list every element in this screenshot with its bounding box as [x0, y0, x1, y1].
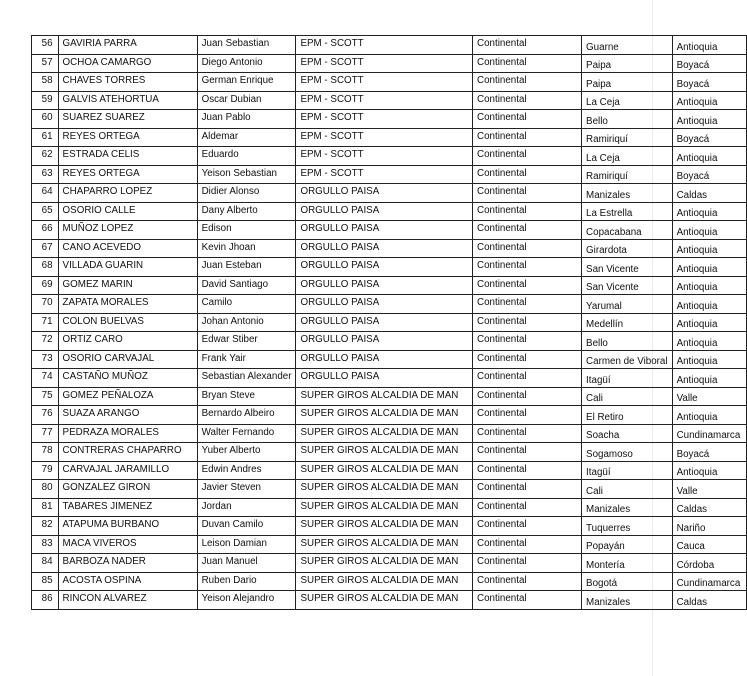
city-cell: Carmen de Viboral: [582, 350, 673, 369]
rider-number-cell: 62: [32, 147, 59, 166]
category-cell: Continental: [473, 295, 582, 314]
department-cell: Antioquia: [672, 350, 746, 369]
city-cell: Manizales: [582, 498, 673, 517]
category-cell: Continental: [473, 332, 582, 351]
table-row: [32, 110, 747, 129]
rider-name-cell: Yeison Sebastian: [197, 165, 296, 184]
team-name-cell: EPM - SCOTT: [296, 147, 473, 166]
rider-number-cell: 78: [32, 443, 59, 462]
team-name-cell: ORGULLO PAISA: [296, 313, 473, 332]
department-cell: Antioquia: [672, 276, 746, 295]
category-cell: Continental: [473, 313, 582, 332]
rider-number-cell: 66: [32, 221, 59, 240]
team-name-cell: SUPER GIROS ALCALDIA DE MAN: [296, 406, 473, 425]
rider-number-cell: 57: [32, 54, 59, 73]
table-row: [32, 517, 747, 536]
team-name-cell: SUPER GIROS ALCALDIA DE MAN: [296, 461, 473, 480]
rider-number-cell: 58: [32, 73, 59, 92]
table-row: [32, 91, 747, 110]
city-cell: La Estrella: [582, 202, 673, 221]
team-name-cell: SUPER GIROS ALCALDIA DE MAN: [296, 424, 473, 443]
team-name-cell: SUPER GIROS ALCALDIA DE MAN: [296, 443, 473, 462]
rider-number-cell: 65: [32, 202, 59, 221]
rider-surname-cell: TABARES JIMENEZ: [58, 498, 197, 517]
table-row: [32, 332, 747, 351]
department-cell: Antioquia: [672, 369, 746, 388]
table-row: [32, 36, 747, 55]
rider-number-cell: 76: [32, 406, 59, 425]
team-name-cell: ORGULLO PAISA: [296, 369, 473, 388]
department-cell: Caldas: [672, 591, 746, 610]
city-cell: Tuquerres: [582, 517, 673, 536]
rider-name-cell: Juan Pablo: [197, 110, 296, 129]
rider-surname-cell: VILLADA GUARIN: [58, 258, 197, 277]
city-cell: Sogamoso: [582, 443, 673, 462]
table-row: [32, 73, 747, 92]
rider-surname-cell: GOMEZ MARIN: [58, 276, 197, 295]
department-cell: Antioquia: [672, 110, 746, 129]
city-cell: Girardota: [582, 239, 673, 258]
table-row: [32, 535, 747, 554]
table-row: [32, 572, 747, 591]
table-row: [32, 295, 747, 314]
rider-number-cell: 81: [32, 498, 59, 517]
rider-number-cell: 69: [32, 276, 59, 295]
rider-name-cell: Jordan: [197, 498, 296, 517]
rider-number-cell: 84: [32, 554, 59, 573]
department-cell: Antioquia: [672, 332, 746, 351]
city-cell: Paipa: [582, 54, 673, 73]
city-cell: Popayán: [582, 535, 673, 554]
rider-name-cell: Bernardo Albeiro: [197, 406, 296, 425]
department-cell: Antioquia: [672, 313, 746, 332]
category-cell: Continental: [473, 387, 582, 406]
team-name-cell: SUPER GIROS ALCALDIA DE MAN: [296, 591, 473, 610]
table-row: [32, 498, 747, 517]
table-row: [32, 54, 747, 73]
department-cell: Boyacá: [672, 165, 746, 184]
team-name-cell: EPM - SCOTT: [296, 165, 473, 184]
rider-name-cell: Yeison Alejandro: [197, 591, 296, 610]
rider-surname-cell: CONTRERAS CHAPARRO: [58, 443, 197, 462]
rider-name-cell: Duvan Camilo: [197, 517, 296, 536]
department-cell: Antioquia: [672, 461, 746, 480]
table-row: [32, 591, 747, 610]
department-cell: Antioquia: [672, 295, 746, 314]
rider-surname-cell: GOMEZ PEÑALOZA: [58, 387, 197, 406]
department-cell: Antioquia: [672, 258, 746, 277]
team-name-cell: SUPER GIROS ALCALDIA DE MAN: [296, 572, 473, 591]
rider-surname-cell: OCHOA CAMARGO: [58, 54, 197, 73]
team-name-cell: EPM - SCOTT: [296, 110, 473, 129]
department-cell: Antioquia: [672, 221, 746, 240]
rider-name-cell: Didier Alonso: [197, 184, 296, 203]
category-cell: Continental: [473, 36, 582, 55]
table-row: [32, 128, 747, 147]
category-cell: Continental: [473, 73, 582, 92]
category-cell: Continental: [473, 128, 582, 147]
city-cell: Soacha: [582, 424, 673, 443]
department-cell: Boyacá: [672, 443, 746, 462]
city-cell: Ramiriquí: [582, 165, 673, 184]
table-row: [32, 276, 747, 295]
rider-name-cell: Leison Damian: [197, 535, 296, 554]
city-cell: Medellín: [582, 313, 673, 332]
department-cell: Caldas: [672, 498, 746, 517]
category-cell: Continental: [473, 221, 582, 240]
rider-number-cell: 82: [32, 517, 59, 536]
table-row: [32, 184, 747, 203]
rider-name-cell: Oscar Dubian: [197, 91, 296, 110]
rider-surname-cell: GALVIS ATEHORTUA: [58, 91, 197, 110]
category-cell: Continental: [473, 498, 582, 517]
table-row: [32, 147, 747, 166]
rider-number-cell: 70: [32, 295, 59, 314]
rider-name-cell: Eduardo: [197, 147, 296, 166]
rider-surname-cell: SUAZA ARANGO: [58, 406, 197, 425]
table-row: [32, 369, 747, 388]
rider-number-cell: 59: [32, 91, 59, 110]
category-cell: Continental: [473, 91, 582, 110]
city-cell: Yarumal: [582, 295, 673, 314]
category-cell: Continental: [473, 202, 582, 221]
rider-number-cell: 73: [32, 350, 59, 369]
table-row: [32, 350, 747, 369]
rider-number-cell: 64: [32, 184, 59, 203]
rider-surname-cell: GAVIRIA PARRA: [58, 36, 197, 55]
rider-number-cell: 61: [32, 128, 59, 147]
rider-surname-cell: PEDRAZA MORALES: [58, 424, 197, 443]
city-cell: El Retiro: [582, 406, 673, 425]
rider-surname-cell: CANO ACEVEDO: [58, 239, 197, 258]
rider-name-cell: Javier Steven: [197, 480, 296, 499]
department-cell: Valle: [672, 387, 746, 406]
team-name-cell: ORGULLO PAISA: [296, 276, 473, 295]
category-cell: Continental: [473, 350, 582, 369]
team-name-cell: EPM - SCOTT: [296, 36, 473, 55]
category-cell: Continental: [473, 443, 582, 462]
rider-name-cell: Edison: [197, 221, 296, 240]
rider-name-cell: Sebastian Alexander: [197, 369, 296, 388]
team-name-cell: SUPER GIROS ALCALDIA DE MAN: [296, 480, 473, 499]
table-row: [32, 258, 747, 277]
category-cell: Continental: [473, 184, 582, 203]
rider-name-cell: Dany Alberto: [197, 202, 296, 221]
rider-number-cell: 86: [32, 591, 59, 610]
category-cell: Continental: [473, 480, 582, 499]
category-cell: Continental: [473, 165, 582, 184]
category-cell: Continental: [473, 554, 582, 573]
rider-number-cell: 85: [32, 572, 59, 591]
rider-surname-cell: CHAVES TORRES: [58, 73, 197, 92]
rider-surname-cell: REYES ORTEGA: [58, 165, 197, 184]
rider-number-cell: 74: [32, 369, 59, 388]
category-cell: Continental: [473, 461, 582, 480]
table-row: [32, 202, 747, 221]
team-name-cell: ORGULLO PAISA: [296, 184, 473, 203]
rider-surname-cell: ATAPUMA BURBANO: [58, 517, 197, 536]
rider-name-cell: Johan Antonio: [197, 313, 296, 332]
department-cell: Valle: [672, 480, 746, 499]
department-cell: Cauca: [672, 535, 746, 554]
rider-surname-cell: BARBOZA NADER: [58, 554, 197, 573]
rider-name-cell: Camilo: [197, 295, 296, 314]
department-cell: Antioquia: [672, 406, 746, 425]
table-row: [32, 313, 747, 332]
department-cell: Boyacá: [672, 128, 746, 147]
rider-surname-cell: CHAPARRO LOPEZ: [58, 184, 197, 203]
team-name-cell: EPM - SCOTT: [296, 54, 473, 73]
team-name-cell: SUPER GIROS ALCALDIA DE MAN: [296, 387, 473, 406]
rider-surname-cell: CASTAÑO MUÑOZ: [58, 369, 197, 388]
rider-surname-cell: ZAPATA MORALES: [58, 295, 197, 314]
category-cell: Continental: [473, 276, 582, 295]
rider-surname-cell: MACA VIVEROS: [58, 535, 197, 554]
rider-surname-cell: REYES ORTEGA: [58, 128, 197, 147]
team-name-cell: ORGULLO PAISA: [296, 295, 473, 314]
city-cell: Bello: [582, 332, 673, 351]
category-cell: Continental: [473, 239, 582, 258]
city-cell: Montería: [582, 554, 673, 573]
city-cell: Itagüí: [582, 369, 673, 388]
city-cell: Bogotá: [582, 572, 673, 591]
category-cell: Continental: [473, 369, 582, 388]
category-cell: Continental: [473, 406, 582, 425]
department-cell: Antioquia: [672, 239, 746, 258]
department-cell: Antioquia: [672, 202, 746, 221]
rider-name-cell: Juan Esteban: [197, 258, 296, 277]
rider-number-cell: 67: [32, 239, 59, 258]
table-row: [32, 239, 747, 258]
department-cell: Boyacá: [672, 54, 746, 73]
rider-number-cell: 56: [32, 36, 59, 55]
department-cell: Córdoba: [672, 554, 746, 573]
team-name-cell: ORGULLO PAISA: [296, 332, 473, 351]
rider-number-cell: 77: [32, 424, 59, 443]
category-cell: Continental: [473, 572, 582, 591]
department-cell: Boyacá: [672, 73, 746, 92]
department-cell: Cundinamarca: [672, 424, 746, 443]
category-cell: Continental: [473, 110, 582, 129]
team-name-cell: SUPER GIROS ALCALDIA DE MAN: [296, 498, 473, 517]
rider-surname-cell: OSORIO CARVAJAL: [58, 350, 197, 369]
city-cell: La Ceja: [582, 147, 673, 166]
team-name-cell: SUPER GIROS ALCALDIA DE MAN: [296, 554, 473, 573]
team-name-cell: SUPER GIROS ALCALDIA DE MAN: [296, 535, 473, 554]
table-row: [32, 221, 747, 240]
category-cell: Continental: [473, 54, 582, 73]
rider-surname-cell: CARVAJAL JARAMILLO: [58, 461, 197, 480]
rider-surname-cell: GONZALEZ GIRON: [58, 480, 197, 499]
city-cell: Copacabana: [582, 221, 673, 240]
table-row: [32, 165, 747, 184]
rider-number-cell: 75: [32, 387, 59, 406]
city-cell: Cali: [582, 480, 673, 499]
category-cell: Continental: [473, 258, 582, 277]
rider-name-cell: Yuber Alberto: [197, 443, 296, 462]
riders-table-body: [32, 36, 747, 610]
rider-number-cell: 80: [32, 480, 59, 499]
team-name-cell: ORGULLO PAISA: [296, 258, 473, 277]
rider-name-cell: Edwin Andres: [197, 461, 296, 480]
category-cell: Continental: [473, 424, 582, 443]
city-cell: Bello: [582, 110, 673, 129]
department-cell: Cundinamarca: [672, 572, 746, 591]
city-cell: Paipa: [582, 73, 673, 92]
rider-surname-cell: OSORIO CALLE: [58, 202, 197, 221]
rider-surname-cell: COLON BUELVAS: [58, 313, 197, 332]
team-name-cell: EPM - SCOTT: [296, 91, 473, 110]
rider-name-cell: Frank Yair: [197, 350, 296, 369]
team-name-cell: ORGULLO PAISA: [296, 350, 473, 369]
table-row: [32, 480, 747, 499]
city-cell: Itagüí: [582, 461, 673, 480]
rider-name-cell: Kevin Jhoan: [197, 239, 296, 258]
table-row: [32, 424, 747, 443]
rider-number-cell: 79: [32, 461, 59, 480]
table-row: [32, 554, 747, 573]
table-row: [32, 406, 747, 425]
city-cell: Cali: [582, 387, 673, 406]
department-cell: Antioquia: [672, 91, 746, 110]
table-row: [32, 387, 747, 406]
rider-surname-cell: ESTRADA CELIS: [58, 147, 197, 166]
rider-name-cell: David Santiago: [197, 276, 296, 295]
city-cell: Manizales: [582, 591, 673, 610]
riders-table: [31, 35, 747, 610]
rider-surname-cell: SUAREZ SUAREZ: [58, 110, 197, 129]
city-cell: Manizales: [582, 184, 673, 203]
rider-number-cell: 60: [32, 110, 59, 129]
rider-name-cell: Diego Antonio: [197, 54, 296, 73]
category-cell: Continental: [473, 517, 582, 536]
team-name-cell: ORGULLO PAISA: [296, 239, 473, 258]
category-cell: Continental: [473, 535, 582, 554]
team-name-cell: ORGULLO PAISA: [296, 202, 473, 221]
rider-surname-cell: ACOSTA OSPINA: [58, 572, 197, 591]
department-cell: Antioquia: [672, 147, 746, 166]
rider-number-cell: 68: [32, 258, 59, 277]
rider-name-cell: German Enrique: [197, 73, 296, 92]
department-cell: Caldas: [672, 184, 746, 203]
rider-surname-cell: RINCON ALVAREZ: [58, 591, 197, 610]
rider-surname-cell: MUÑOZ LOPEZ: [58, 221, 197, 240]
city-cell: Ramiriquí: [582, 128, 673, 147]
rider-number-cell: 71: [32, 313, 59, 332]
rider-name-cell: Juan Manuel: [197, 554, 296, 573]
team-name-cell: EPM - SCOTT: [296, 128, 473, 147]
department-cell: Nariño: [672, 517, 746, 536]
rider-name-cell: Bryan Steve: [197, 387, 296, 406]
team-name-cell: ORGULLO PAISA: [296, 221, 473, 240]
city-cell: La Ceja: [582, 91, 673, 110]
rider-name-cell: Juan Sebastian: [197, 36, 296, 55]
team-name-cell: SUPER GIROS ALCALDIA DE MAN: [296, 517, 473, 536]
rider-name-cell: Aldemar: [197, 128, 296, 147]
rider-number-cell: 72: [32, 332, 59, 351]
rider-name-cell: Ruben Dario: [197, 572, 296, 591]
table-row: [32, 461, 747, 480]
category-cell: Continental: [473, 591, 582, 610]
rider-surname-cell: ORTIZ CARO: [58, 332, 197, 351]
city-cell: Guarne: [582, 36, 673, 55]
city-cell: San Vicente: [582, 258, 673, 277]
team-name-cell: EPM - SCOTT: [296, 73, 473, 92]
city-cell: San Vicente: [582, 276, 673, 295]
category-cell: Continental: [473, 147, 582, 166]
rider-name-cell: Edwar Stiber: [197, 332, 296, 351]
rider-number-cell: 83: [32, 535, 59, 554]
table-row: [32, 443, 747, 462]
rider-name-cell: Walter Fernando: [197, 424, 296, 443]
department-cell: Antioquia: [672, 36, 746, 55]
rider-number-cell: 63: [32, 165, 59, 184]
